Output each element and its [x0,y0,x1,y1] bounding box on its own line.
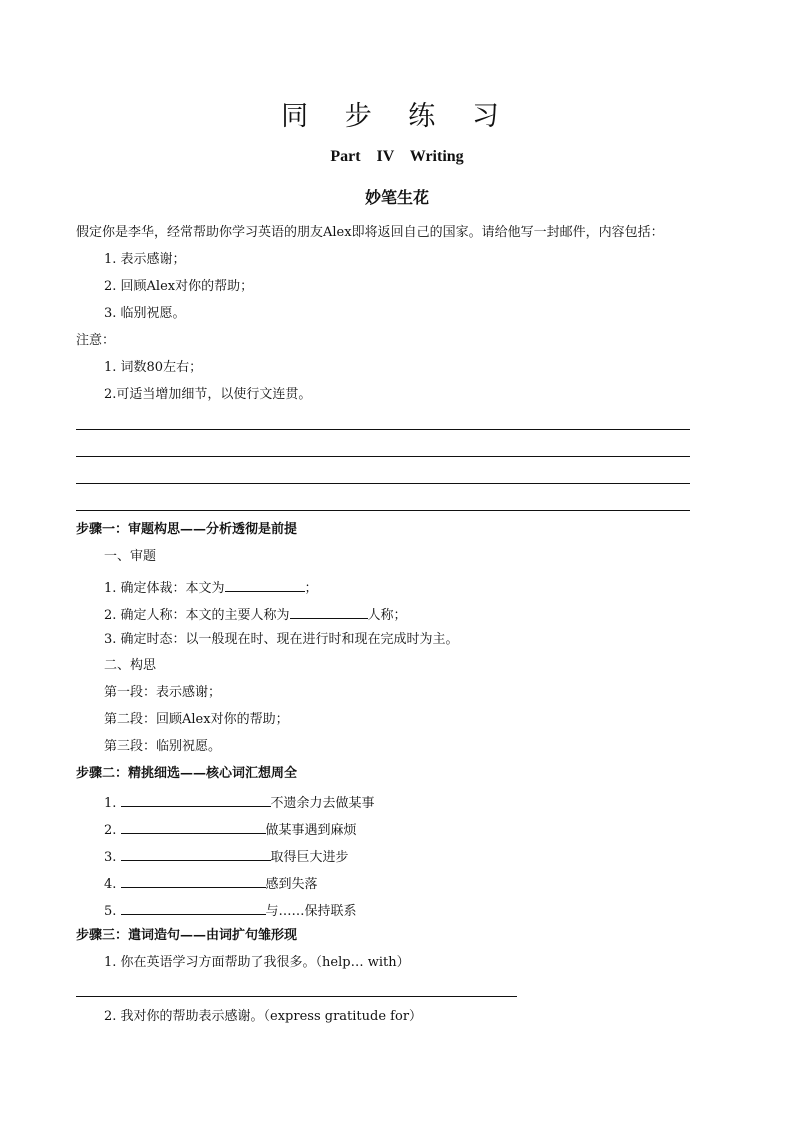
answer-line[interactable] [76,510,690,511]
answer-line[interactable] [76,429,690,430]
vocab-item [104,873,318,894]
step3-heading: 步骤三：遣词造句——由词扩句雏形现 [76,928,298,943]
note-item-1: 1. 词数80左右； [104,360,203,375]
page-title: 同 步 练 习 [281,101,513,132]
genre-question [104,577,318,598]
tense-note: 3. 确定时态：以一般现在时、现在进行时和现在完成时为主。 [104,632,459,647]
person-blank[interactable] [290,604,368,619]
step2-heading: 步骤二：精挑细选——核心词汇想周全 [76,766,298,781]
answer-line[interactable] [76,456,690,457]
sentence-prompt-1: 1. 你在英语学习方面帮助了我很多。（help… with） [104,955,410,970]
part-heading: Part IV Writing [330,148,464,165]
vocab-number: 3. [104,850,117,865]
vocab-number: 4. [104,877,117,892]
genre-blank[interactable] [225,577,305,592]
genre-question-text: 1. 确定体裁：本文为 [104,581,225,596]
prompt-intro: 假定你是李华，经常帮助你学习英语的朋友Alex即将返回自己的国家。请给他写一封邮件，内容包括： [76,225,664,240]
vocab-meaning: 取得巨大进步 [270,850,349,865]
paragraph-plan-1: 第一段：表示感谢； [104,685,222,700]
prompt-item-2: 2. 回顾Alex对你的帮助； [104,279,254,294]
prompt-item-1: 1. 表示感谢； [104,252,186,267]
step1-heading: 步骤一：审题构思——分析透彻是前提 [76,522,298,537]
vocab-item [104,819,357,840]
vocab-blank[interactable] [121,900,266,915]
vocab-blank[interactable] [121,873,266,888]
vocab-meaning: 做某事遇到麻烦 [265,823,357,838]
answer-line[interactable] [76,483,690,484]
person-question-end: 人称； [367,608,407,623]
section-heading: 妙笔生花 [364,188,429,207]
genre-question-end: ； [304,581,318,596]
vocab-number: 2. [104,823,117,838]
person-question-text: 2. 确定人称：本文的主要人称为 [104,608,290,623]
vocab-meaning: 感到失落 [265,877,318,892]
vocab-item [104,846,349,867]
sentence-answer-line[interactable] [76,996,517,997]
note-label: 注意： [76,333,116,348]
vocab-number: 5. [104,904,117,919]
vocab-blank[interactable] [121,792,271,807]
step1-sub-review: 一、审题 [104,549,157,564]
paragraph-plan-3: 第三段：临别祝愿。 [104,739,222,754]
sentence-prompt-2: 2. 我对你的帮助表示感谢。（express gratitude for） [104,1009,423,1024]
vocab-item [104,792,375,813]
note-item-2: 2.可适当增加细节，以使行文连贯。 [104,387,312,402]
vocab-blank[interactable] [121,846,271,861]
vocab-meaning: 不遗余力去做某事 [270,796,375,811]
vocab-meaning: 与……保持联系 [265,904,357,919]
prompt-item-3: 3. 临别祝愿。 [104,306,186,321]
vocab-item [104,900,357,921]
person-question [104,604,407,625]
vocab-number: 1. [104,796,117,811]
paragraph-plan-2: 第二段：回顾Alex对你的帮助； [104,712,289,727]
vocab-blank[interactable] [121,819,266,834]
step1-sub-plan: 二、构思 [104,658,157,673]
